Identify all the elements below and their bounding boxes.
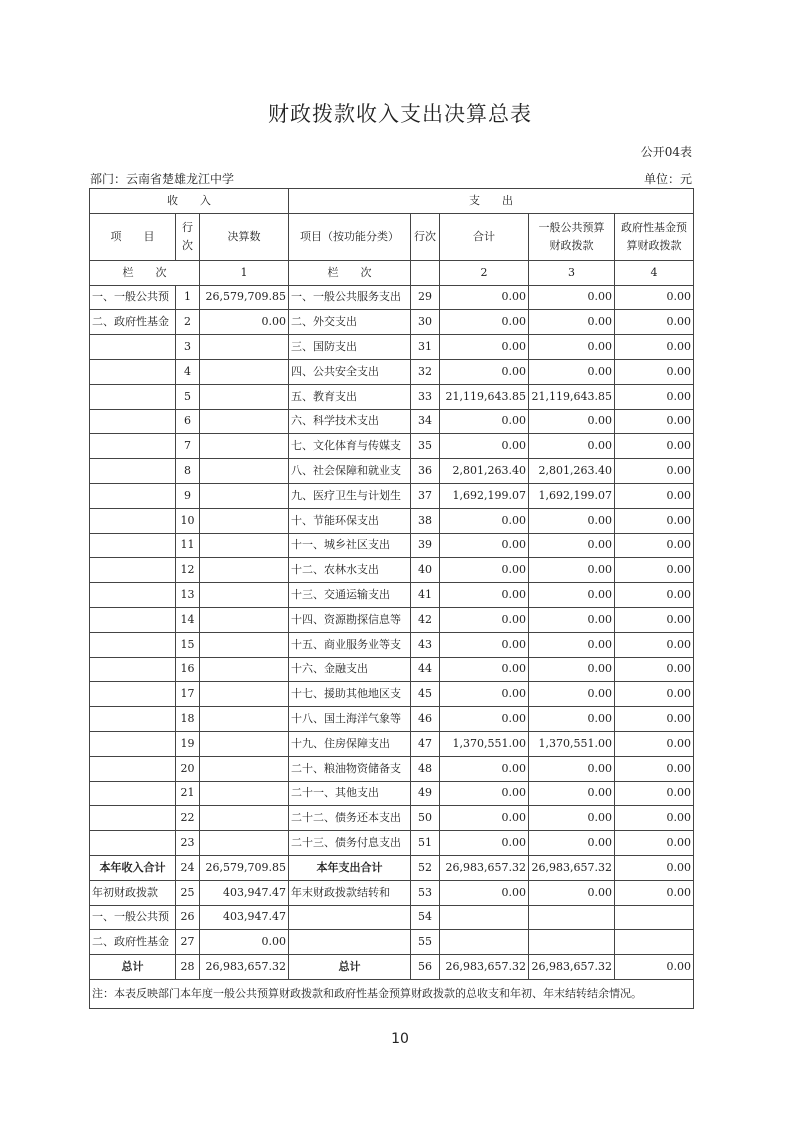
income-row-no-cell: 18	[176, 707, 200, 732]
total-amount-cell: 26,983,657.32	[440, 855, 529, 880]
column-label: 栏 次	[90, 260, 200, 285]
income-item-cell	[90, 707, 176, 732]
gov-fund-amount-cell: 0.00	[615, 806, 694, 831]
expense-item-header: 项目（按功能分类）	[289, 213, 411, 260]
general-budget-amount-cell: 21,119,643.85	[529, 384, 615, 409]
income-item-header: 项 目	[90, 213, 176, 260]
expense-item-cell: 十四、资源勘探信息等	[289, 607, 411, 632]
income-item-cell	[90, 335, 176, 360]
unit-label: 单位：元	[643, 172, 692, 186]
table-row	[90, 583, 694, 608]
gov-fund-amount-cell: 0.00	[615, 731, 694, 756]
gov-fund-amount-cell: 0.00	[615, 533, 694, 558]
expense-row-no-cell: 42	[411, 607, 440, 632]
income-item-cell: 本年收入合计	[90, 855, 176, 880]
total-amount-cell: 0.00	[440, 508, 529, 533]
expense-row-no-cell: 31	[411, 335, 440, 360]
general-budget-amount-cell: 0.00	[529, 707, 615, 732]
income-item-cell: 年初财政拨款	[90, 880, 176, 905]
expense-row-no-cell: 53	[411, 880, 440, 905]
total-amount-cell: 0.00	[440, 285, 529, 310]
income-amount-cell: 26,983,657.32	[200, 955, 289, 980]
expense-row-no-cell: 38	[411, 508, 440, 533]
table-row	[90, 285, 694, 310]
gov-fund-amount-cell: 0.00	[615, 707, 694, 732]
column-number: 2	[440, 260, 529, 285]
expense-row-no-header: 行次	[411, 213, 440, 260]
general-budget-amount-cell: 0.00	[529, 533, 615, 558]
expense-row-no-cell: 55	[411, 930, 440, 955]
income-amount-cell: 26,579,709.85	[200, 855, 289, 880]
expense-item-cell: 八、社会保障和就业支	[289, 459, 411, 484]
table-row	[90, 483, 694, 508]
table-row	[90, 558, 694, 583]
table-row	[90, 905, 694, 930]
expense-item-cell: 七、文化体育与传媒支	[289, 434, 411, 459]
income-amount-cell	[200, 781, 289, 806]
expense-item-cell: 十八、国土海洋气象等	[289, 707, 411, 732]
general-budget-amount-cell: 26,983,657.32	[529, 955, 615, 980]
expense-item-cell: 十九、住房保障支出	[289, 731, 411, 756]
gov-fund-amount-cell: 0.00	[615, 583, 694, 608]
gov-fund-header: 政府性基金预 算财政拨款	[615, 213, 694, 260]
income-amount-cell	[200, 434, 289, 459]
expense-item-cell: 九、医疗卫生与计划生	[289, 483, 411, 508]
general-budget-amount-cell: 0.00	[529, 583, 615, 608]
income-item-cell: 二、政府性基金	[90, 310, 176, 335]
income-item-cell: 一、一般公共预	[90, 905, 176, 930]
gov-fund-amount-cell: 0.00	[615, 335, 694, 360]
income-amount-cell	[200, 806, 289, 831]
income-row-no-cell: 27	[176, 930, 200, 955]
expense-item-cell: 六、科学技术支出	[289, 409, 411, 434]
total-amount-cell: 0.00	[440, 682, 529, 707]
fiscal-summary-table	[89, 188, 694, 1009]
expense-row-no-cell: 30	[411, 310, 440, 335]
general-budget-amount-cell: 0.00	[529, 756, 615, 781]
expense-item-cell: 二、外交支出	[289, 310, 411, 335]
department-label: 部门：云南省楚雄龙江中学	[90, 172, 235, 186]
income-item-cell	[90, 831, 176, 856]
gov-fund-amount-cell	[615, 930, 694, 955]
income-amount-cell	[200, 384, 289, 409]
income-row-no-cell: 28	[176, 955, 200, 980]
expense-item-cell: 年末财政拨款结转和	[289, 880, 411, 905]
expense-item-cell: 总计	[289, 955, 411, 980]
table-row	[90, 632, 694, 657]
income-row-no-cell: 25	[176, 880, 200, 905]
income-item-cell	[90, 583, 176, 608]
general-budget-amount-cell: 1,692,199.07	[529, 483, 615, 508]
income-row-no-cell: 3	[176, 335, 200, 360]
expense-section-header: 支 出	[289, 189, 694, 214]
table-row	[90, 508, 694, 533]
table-note: 注：本表反映部门本年度一般公共预算财政拨款和政府性基金预算财政拨款的总收支和年初、年末结转结余情况。	[90, 979, 694, 1008]
gov-fund-amount-cell: 0.00	[615, 781, 694, 806]
total-amount-cell: 0.00	[440, 359, 529, 384]
income-item-cell	[90, 483, 176, 508]
income-row-no-cell: 7	[176, 434, 200, 459]
expense-row-no-cell: 47	[411, 731, 440, 756]
expense-item-cell: 五、教育支出	[289, 384, 411, 409]
gov-fund-amount-cell: 0.00	[615, 831, 694, 856]
total-amount-cell	[440, 930, 529, 955]
table-row	[90, 955, 694, 980]
expense-row-no-cell: 46	[411, 707, 440, 732]
expense-item-cell: 十六、金融支出	[289, 657, 411, 682]
income-amount-cell	[200, 583, 289, 608]
general-budget-amount-cell: 0.00	[529, 781, 615, 806]
income-item-cell	[90, 756, 176, 781]
income-item-cell	[90, 731, 176, 756]
general-budget-amount-cell: 0.00	[529, 682, 615, 707]
table-row	[90, 607, 694, 632]
general-budget-amount-cell: 0.00	[529, 831, 615, 856]
income-row-no-cell: 10	[176, 508, 200, 533]
income-amount-cell	[200, 707, 289, 732]
table-row	[90, 533, 694, 558]
income-amount-cell	[200, 831, 289, 856]
income-row-no-cell: 22	[176, 806, 200, 831]
table-row	[90, 731, 694, 756]
expense-row-no-cell: 39	[411, 533, 440, 558]
final-amount-header: 决算数	[200, 213, 289, 260]
expense-item-cell: 十二、农林水支出	[289, 558, 411, 583]
table-row	[90, 682, 694, 707]
income-item-cell	[90, 409, 176, 434]
income-row-no-cell: 4	[176, 359, 200, 384]
total-amount-cell: 1,370,551.00	[440, 731, 529, 756]
income-row-no-cell: 17	[176, 682, 200, 707]
gov-fund-amount-cell	[615, 905, 694, 930]
total-amount-cell: 1,692,199.07	[440, 483, 529, 508]
general-budget-amount-cell: 0.00	[529, 657, 615, 682]
income-amount-cell	[200, 756, 289, 781]
income-row-no-cell: 26	[176, 905, 200, 930]
income-amount-cell	[200, 632, 289, 657]
income-item-cell: 二、政府性基金	[90, 930, 176, 955]
total-amount-cell: 0.00	[440, 409, 529, 434]
table-row	[90, 781, 694, 806]
income-amount-cell: 403,947.47	[200, 905, 289, 930]
table-row	[90, 855, 694, 880]
expense-row-no-cell: 56	[411, 955, 440, 980]
total-amount-cell: 0.00	[440, 781, 529, 806]
expense-item-cell: 一、一般公共服务支出	[289, 285, 411, 310]
gov-fund-amount-cell: 0.00	[615, 632, 694, 657]
gov-fund-amount-cell: 0.00	[615, 657, 694, 682]
income-amount-cell	[200, 657, 289, 682]
gov-fund-amount-cell: 0.00	[615, 409, 694, 434]
income-amount-cell	[200, 508, 289, 533]
income-item-cell	[90, 657, 176, 682]
general-budget-amount-cell: 0.00	[529, 607, 615, 632]
total-amount-cell: 0.00	[440, 756, 529, 781]
gov-fund-amount-cell: 0.00	[615, 359, 694, 384]
column-number: 3	[529, 260, 615, 285]
total-amount-cell	[440, 905, 529, 930]
total-amount-cell: 0.00	[440, 533, 529, 558]
general-budget-amount-cell: 0.00	[529, 359, 615, 384]
income-amount-cell: 0.00	[200, 930, 289, 955]
total-amount-cell: 26,983,657.32	[440, 955, 529, 980]
general-budget-amount-cell: 0.00	[529, 409, 615, 434]
gov-fund-amount-cell: 0.00	[615, 955, 694, 980]
column-label: 栏 次	[289, 260, 411, 285]
income-row-no-cell: 24	[176, 855, 200, 880]
total-amount-cell: 0.00	[440, 880, 529, 905]
income-item-cell	[90, 781, 176, 806]
gov-fund-amount-cell: 0.00	[615, 483, 694, 508]
general-budget-amount-cell: 0.00	[529, 310, 615, 335]
table-row	[90, 434, 694, 459]
general-budget-amount-cell: 0.00	[529, 632, 615, 657]
gov-fund-amount-cell: 0.00	[615, 508, 694, 533]
expense-row-no-cell: 50	[411, 806, 440, 831]
expense-row-no-cell: 40	[411, 558, 440, 583]
income-item-cell	[90, 607, 176, 632]
table-row	[90, 409, 694, 434]
expense-row-no-cell: 52	[411, 855, 440, 880]
income-amount-cell	[200, 682, 289, 707]
income-row-no-cell: 16	[176, 657, 200, 682]
income-row-no-cell: 12	[176, 558, 200, 583]
table-row	[90, 384, 694, 409]
expense-item-cell: 二十、粮油物资储备支	[289, 756, 411, 781]
total-amount-cell: 0.00	[440, 434, 529, 459]
table-row	[90, 707, 694, 732]
table-row	[90, 930, 694, 955]
income-row-no-cell: 20	[176, 756, 200, 781]
expense-row-no-cell: 54	[411, 905, 440, 930]
income-row-no-cell: 2	[176, 310, 200, 335]
general-budget-amount-cell: 0.00	[529, 880, 615, 905]
expense-item-cell: 三、国防支出	[289, 335, 411, 360]
expense-item-cell: 二十二、债务还本支出	[289, 806, 411, 831]
income-row-no-cell: 1	[176, 285, 200, 310]
expense-row-no-cell: 33	[411, 384, 440, 409]
total-amount-cell: 0.00	[440, 657, 529, 682]
expense-item-cell: 本年支出合计	[289, 855, 411, 880]
expense-row-no-cell: 48	[411, 756, 440, 781]
page-title: 财政拨款收入支出决算总表	[268, 102, 532, 126]
table-row	[90, 359, 694, 384]
general-budget-header: 一般公共预算 财政拨款	[529, 213, 615, 260]
expense-row-no-cell: 51	[411, 831, 440, 856]
general-budget-amount-cell	[529, 930, 615, 955]
gov-fund-amount-cell: 0.00	[615, 855, 694, 880]
table-row	[90, 459, 694, 484]
general-budget-amount-cell: 0.00	[529, 508, 615, 533]
income-row-no-cell: 19	[176, 731, 200, 756]
gov-fund-amount-cell: 0.00	[615, 682, 694, 707]
income-item-cell	[90, 632, 176, 657]
income-amount-cell	[200, 558, 289, 583]
expense-item-cell: 二十一、其他支出	[289, 781, 411, 806]
gov-fund-amount-cell: 0.00	[615, 384, 694, 409]
table-row	[90, 831, 694, 856]
income-row-no-cell: 13	[176, 583, 200, 608]
expense-row-no-cell: 43	[411, 632, 440, 657]
table-row	[90, 880, 694, 905]
income-item-cell	[90, 359, 176, 384]
general-budget-amount-cell: 0.00	[529, 558, 615, 583]
total-header: 合计	[440, 213, 529, 260]
total-amount-cell: 0.00	[440, 707, 529, 732]
general-budget-amount-cell: 0.00	[529, 434, 615, 459]
table-row	[90, 335, 694, 360]
gov-fund-amount-cell: 0.00	[615, 310, 694, 335]
income-amount-cell	[200, 459, 289, 484]
income-item-cell	[90, 806, 176, 831]
income-amount-cell	[200, 533, 289, 558]
income-row-no-cell: 9	[176, 483, 200, 508]
income-amount-cell: 0.00	[200, 310, 289, 335]
income-row-no-cell: 5	[176, 384, 200, 409]
form-number: 公开04表	[640, 145, 692, 159]
gov-fund-amount-cell: 0.00	[615, 434, 694, 459]
expense-row-no-cell: 37	[411, 483, 440, 508]
income-amount-cell	[200, 359, 289, 384]
expense-row-no-cell: 34	[411, 409, 440, 434]
income-item-cell	[90, 682, 176, 707]
gov-fund-amount-cell: 0.00	[615, 285, 694, 310]
expense-item-cell: 十七、援助其他地区支	[289, 682, 411, 707]
income-amount-cell: 403,947.47	[200, 880, 289, 905]
general-budget-amount-cell: 0.00	[529, 285, 615, 310]
income-row-no-cell: 21	[176, 781, 200, 806]
income-item-cell	[90, 508, 176, 533]
expense-row-no-cell: 45	[411, 682, 440, 707]
expense-row-no-cell: 35	[411, 434, 440, 459]
income-amount-cell	[200, 335, 289, 360]
page-number: 10	[391, 1031, 409, 1047]
total-amount-cell: 0.00	[440, 310, 529, 335]
general-budget-amount-cell: 1,370,551.00	[529, 731, 615, 756]
income-amount-cell	[200, 607, 289, 632]
general-budget-amount-cell: 26,983,657.32	[529, 855, 615, 880]
gov-fund-amount-cell: 0.00	[615, 459, 694, 484]
income-item-cell	[90, 434, 176, 459]
expense-row-no-cell: 41	[411, 583, 440, 608]
income-item-cell	[90, 558, 176, 583]
expense-item-cell: 十、节能环保支出	[289, 508, 411, 533]
total-amount-cell: 21,119,643.85	[440, 384, 529, 409]
total-amount-cell: 2,801,263.40	[440, 459, 529, 484]
table-row	[90, 756, 694, 781]
expense-item-cell: 十三、交通运输支出	[289, 583, 411, 608]
total-amount-cell: 0.00	[440, 806, 529, 831]
income-item-cell	[90, 384, 176, 409]
income-amount-cell	[200, 409, 289, 434]
income-row-no-cell: 14	[176, 607, 200, 632]
expense-item-cell: 十一、城乡社区支出	[289, 533, 411, 558]
income-amount-cell: 26,579,709.85	[200, 285, 289, 310]
column-number: 1	[200, 260, 289, 285]
expense-row-no-cell: 49	[411, 781, 440, 806]
general-budget-amount-cell: 0.00	[529, 335, 615, 360]
expense-item-cell	[289, 930, 411, 955]
income-item-cell	[90, 533, 176, 558]
general-budget-amount-cell	[529, 905, 615, 930]
expense-item-cell: 十五、商业服务业等支	[289, 632, 411, 657]
total-amount-cell: 0.00	[440, 583, 529, 608]
expense-item-cell: 四、公共安全支出	[289, 359, 411, 384]
income-row-no-cell: 6	[176, 409, 200, 434]
income-row-no-cell: 15	[176, 632, 200, 657]
expense-row-no-cell: 36	[411, 459, 440, 484]
expense-item-cell	[289, 905, 411, 930]
total-amount-cell: 0.00	[440, 831, 529, 856]
total-amount-cell: 0.00	[440, 335, 529, 360]
gov-fund-amount-cell: 0.00	[615, 607, 694, 632]
income-row-no-cell: 11	[176, 533, 200, 558]
table-row	[90, 310, 694, 335]
expense-row-no-cell: 44	[411, 657, 440, 682]
total-amount-cell: 0.00	[440, 558, 529, 583]
general-budget-amount-cell: 0.00	[529, 806, 615, 831]
empty-cell	[411, 260, 440, 285]
table-row	[90, 657, 694, 682]
total-amount-cell: 0.00	[440, 632, 529, 657]
expense-item-cell: 二十三、债务付息支出	[289, 831, 411, 856]
expense-row-no-cell: 29	[411, 285, 440, 310]
gov-fund-amount-cell: 0.00	[615, 558, 694, 583]
gov-fund-amount-cell: 0.00	[615, 880, 694, 905]
income-amount-cell	[200, 731, 289, 756]
income-row-no-header: 行 次	[176, 213, 200, 260]
income-row-no-cell: 8	[176, 459, 200, 484]
income-item-cell: 总计	[90, 955, 176, 980]
income-section-header: 收 入	[90, 189, 289, 214]
income-item-cell	[90, 459, 176, 484]
gov-fund-amount-cell: 0.00	[615, 756, 694, 781]
income-amount-cell	[200, 483, 289, 508]
income-row-no-cell: 23	[176, 831, 200, 856]
column-number: 4	[615, 260, 694, 285]
table-row	[90, 806, 694, 831]
expense-row-no-cell: 32	[411, 359, 440, 384]
general-budget-amount-cell: 2,801,263.40	[529, 459, 615, 484]
income-item-cell: 一、一般公共预	[90, 285, 176, 310]
total-amount-cell: 0.00	[440, 607, 529, 632]
